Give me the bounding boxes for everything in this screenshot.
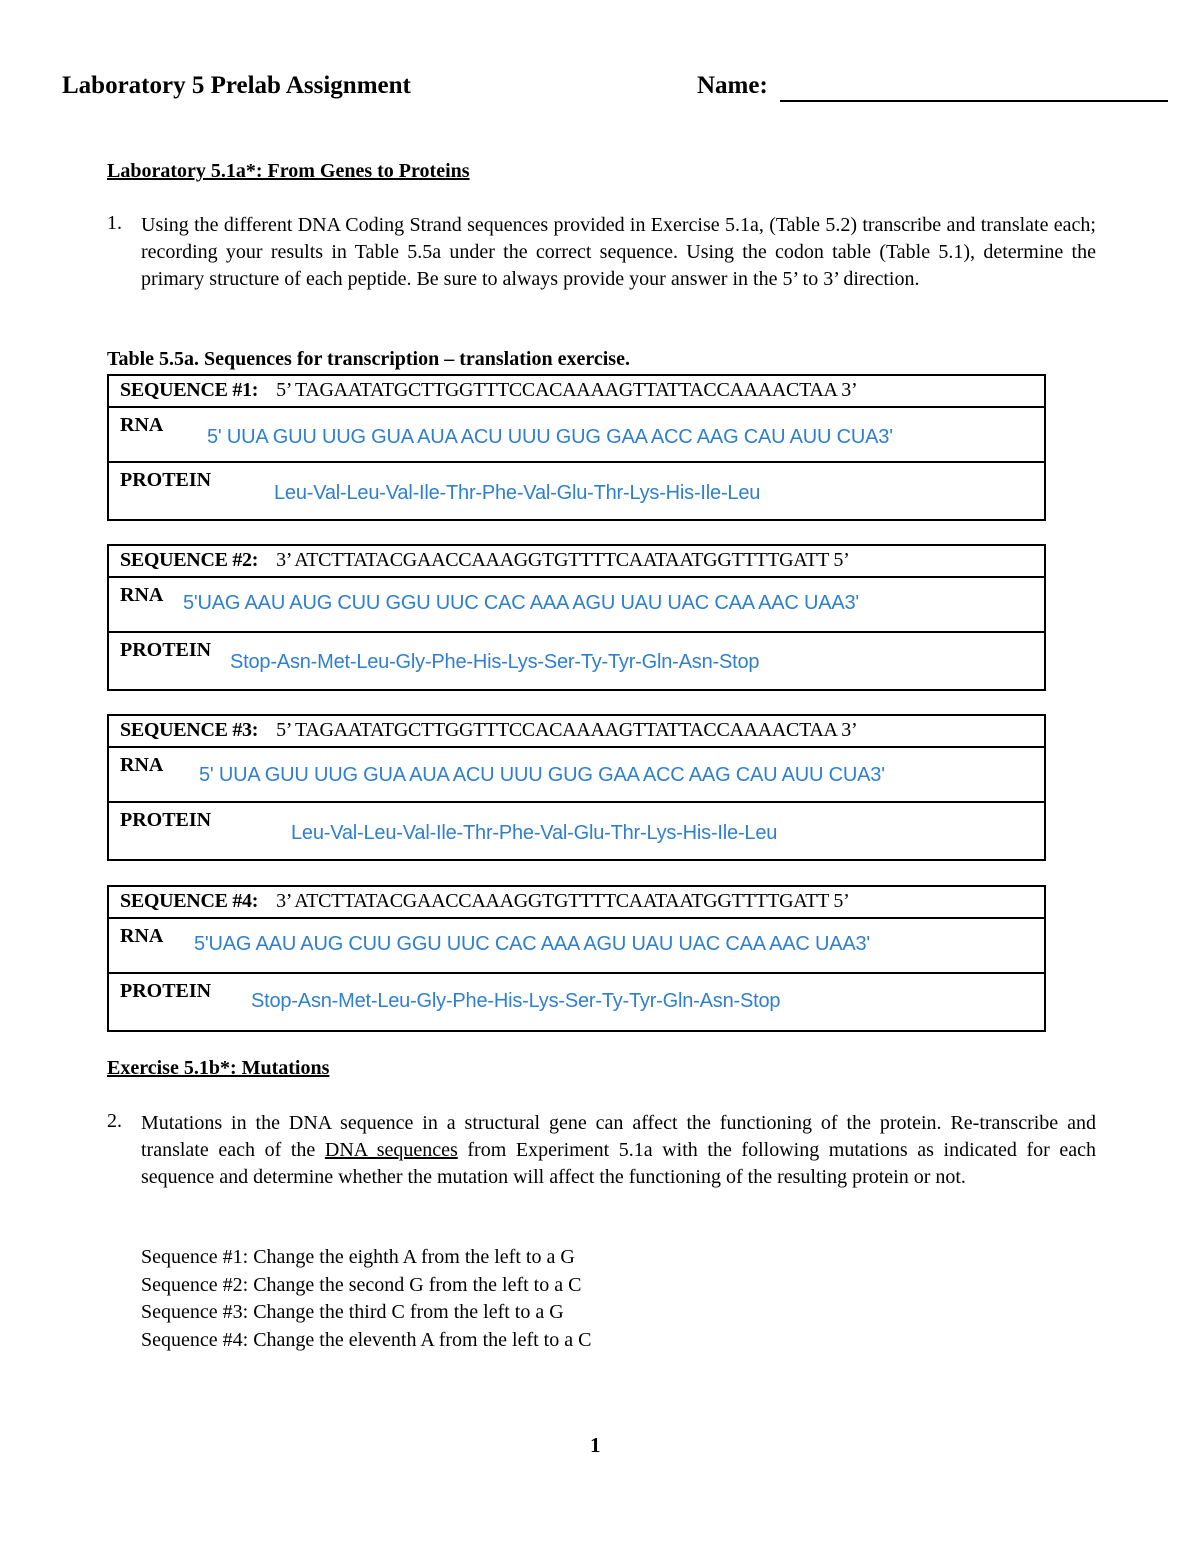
question-1-number: 1. [107, 212, 122, 234]
sequence-table-2 [107, 544, 1046, 691]
rna-row [109, 919, 1044, 974]
rna-label: RNA [120, 754, 164, 776]
dna-sequences-link: DNA sequences [324, 1139, 458, 1161]
table-caption: Table 5.5a. Sequences for transcription – translation exercise. [107, 348, 630, 370]
mutation-list [141, 1244, 591, 1354]
sequence-header [120, 549, 849, 572]
sequence-header-row [109, 376, 1044, 408]
mutation-item: Sequence #2: Change the second G from the left to a C [141, 1273, 582, 1296]
protein-answer[interactable]: Stop-Asn-Met-Leu-Gly-Phe-His-Lys-Ser-Ty-Tyr-Gln-Asn-Stop [230, 651, 760, 673]
sequence-header-row [109, 716, 1044, 748]
rna-label: RNA [120, 584, 164, 606]
rna-answer[interactable]: 5'UAG AAU AUG CUU GGU UUC CAC AAA AGU UAU UAC CAA AAC UAA3' [194, 933, 871, 955]
name-label: Name: [697, 72, 768, 99]
sequence-header-row [109, 887, 1044, 919]
rna-answer[interactable]: 5' UUA GUU UUG GUA AUA ACU UUU GUG GAA ACC AAG CAU AUU CUA3' [207, 426, 893, 448]
dna-sequence: 3’ ATCTTATACGAACCAAAGGTGTTTTCAATAATGGTTTTGATT 5’ [276, 549, 850, 571]
page-number: 1 [590, 1433, 601, 1457]
rna-row [109, 408, 1044, 463]
dna-sequence: 3’ ATCTTATACGAACCAAAGGTGTTTTCAATAATGGTTTTGATT 5’ [276, 890, 850, 912]
sequence-table-4 [107, 885, 1046, 1032]
mutation-item: Sequence #4: Change the eleventh A from the left to a C [141, 1328, 592, 1351]
dna-sequence: 5’ TAGAATATGCTTGGTTTCCACAAAAGTTATTACCAAAACTAA 3’ [276, 719, 858, 741]
protein-row [109, 974, 1044, 1030]
question-2-text-part2: from Experiment 5.1a with the following mutations as indicated for each sequence and determine whether the mutation will affect the functioning of the resulting protein or not. [141, 1139, 1096, 1188]
protein-answer[interactable]: Leu-Val-Leu-Val-Ile-Thr-Phe-Val-Glu-Thr-Lys-His-Ile-Leu [274, 482, 761, 504]
question-2-number: 2. [107, 1110, 122, 1132]
mutation-item: Sequence #3: Change the third C from the left to a G [141, 1301, 564, 1323]
name-blank-line[interactable] [780, 100, 1168, 102]
rna-answer[interactable]: 5'UAG AAU AUG CUU GGU UUC CAC AAA AGU UAU UAC CAA AAC UAA3' [183, 592, 860, 614]
sequence-table-3 [107, 714, 1046, 861]
sequence-header [120, 719, 857, 742]
section-heading-mutations: Exercise 5.1b*: Mutations [107, 1057, 330, 1079]
sequence-label: SEQUENCE #4: [120, 890, 259, 912]
sequence-label: SEQUENCE #1: [120, 379, 259, 401]
question-1-text: Using the different DNA Coding Strand sequences provided in Exercise 5.1a, (Table 5.2) transcribe and translate each; recording your results in Table 5.5a under the correct sequence. Using the codon table (Table 5.1), determine the primary structure of each peptide. Be sure to always provide your answer in the 5’ to 3’ direction. [141, 214, 1096, 290]
sequence-label: SEQUENCE #2: [120, 549, 259, 571]
protein-row [109, 803, 1044, 859]
sequence-table-1 [107, 374, 1046, 521]
sequence-header-row [109, 546, 1044, 578]
rna-answer[interactable]: 5' UUA GUU UUG GUA AUA ACU UUU GUG GAA ACC AAG CAU AUU CUA3' [199, 764, 885, 786]
mutation-item: Sequence #1: Change the eighth A from the left to a G [141, 1246, 575, 1268]
protein-row [109, 633, 1044, 689]
protein-label: PROTEIN [120, 809, 212, 831]
section-heading-genes-to-proteins: Laboratory 5.1a*: From Genes to Proteins [107, 160, 470, 182]
protein-row [109, 463, 1044, 519]
dna-sequence: 5’ TAGAATATGCTTGGTTTCCACAAAAGTTATTACCAAAACTAA 3’ [276, 379, 858, 401]
protein-answer[interactable]: Stop-Asn-Met-Leu-Gly-Phe-His-Lys-Ser-Ty-Tyr-Gln-Asn-Stop [251, 990, 781, 1012]
protein-label: PROTEIN [120, 469, 212, 491]
page-title: Laboratory 5 Prelab Assignment [62, 72, 411, 99]
sequence-header [120, 890, 849, 913]
protein-label: PROTEIN [120, 639, 212, 661]
question-2-text-part1: Mutations in the DNA sequence in a structural gene can affect the functioning of the protein. Re-transcribe and translate each of the [141, 1112, 1096, 1161]
sequence-label: SEQUENCE #3: [120, 719, 259, 741]
rna-label: RNA [120, 414, 164, 436]
sequence-header [120, 379, 857, 402]
question-2-text [141, 1110, 1096, 1191]
protein-label: PROTEIN [120, 980, 212, 1002]
rna-row [109, 578, 1044, 633]
rna-label: RNA [120, 925, 164, 947]
protein-answer[interactable]: Leu-Val-Leu-Val-Ile-Thr-Phe-Val-Glu-Thr-Lys-His-Ile-Leu [291, 822, 778, 844]
rna-row [109, 748, 1044, 803]
